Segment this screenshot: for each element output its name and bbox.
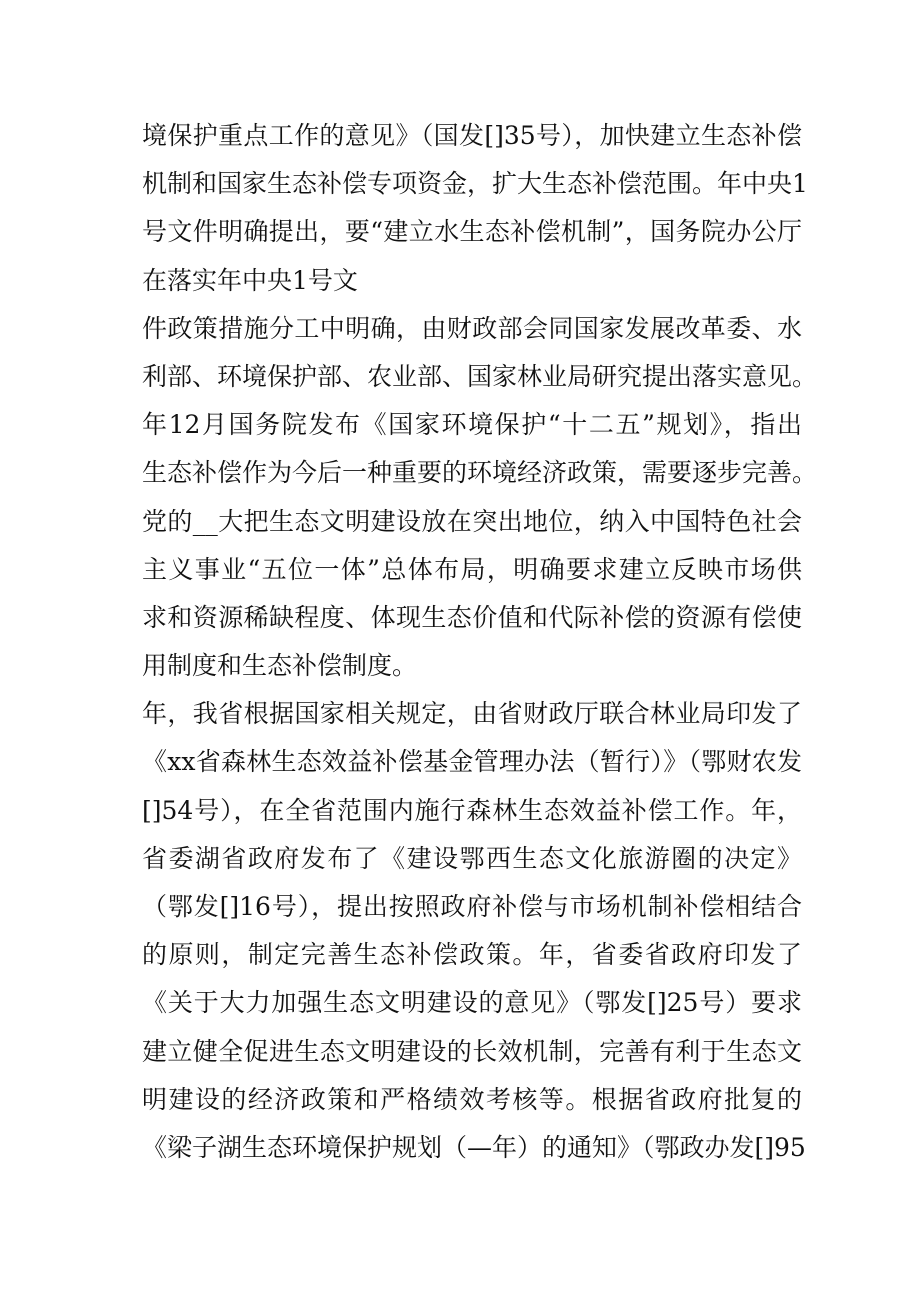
text-line-13: 年，我省根据国家相关规定，由省财政厅联合林业局印发了 bbox=[142, 699, 802, 729]
text-line-5: 件政策措施分工中明确，由财政部会同国家发展改革委、水 bbox=[142, 313, 802, 343]
text-line-2: 机制和国家生态补偿专项资金，扩大生态补偿范围。年中央1 bbox=[142, 169, 808, 199]
text-line-4: 在落实年中央1号文 bbox=[142, 265, 358, 295]
text-line-3: 号文件明确提出，要“建立水生态补偿机制”，国务院办公厅 bbox=[142, 217, 802, 247]
text-line-9: 党的__大把生态文明建设放在突出地位，纳入中国特色社会 bbox=[142, 506, 802, 536]
text-line-7: 年12月国务院发布《国家环境保护“十二五”规划》，指出 bbox=[142, 410, 802, 440]
text-line-1: 境保护重点工作的意见》（国发[]35号），加快建立生态补偿 bbox=[142, 121, 802, 150]
text-line-22: 《梁子湖生态环境保护规划（—年）的通知》（鄂政办发[]95 bbox=[142, 1132, 806, 1162]
text-line-12: 用制度和生态补偿制度。 bbox=[142, 651, 418, 681]
text-line-8: 生态补偿作为今后一种重要的环境经济政策，需要逐步完善。 bbox=[142, 458, 818, 488]
text-line-10: 主义事业“五位一体”总体布局，明确要求建立反映市场供 bbox=[142, 554, 802, 584]
text-line-18: 的原则，制定完善生态补偿政策。年，省委省政府印发了 bbox=[142, 940, 802, 970]
text-line-14: 《xx省森林生态效益补偿基金管理办法（暂行）》（鄂财农发 bbox=[142, 747, 802, 777]
text-line-11: 求和资源稀缺程度、体现生态价值和代际补偿的资源有偿使 bbox=[142, 602, 802, 632]
text-line-19: 《关于大力加强生态文明建设的意见》（鄂发[]25号）要求 bbox=[142, 988, 802, 1018]
body-text bbox=[142, 112, 818, 1172]
text-line-6: 利部、环境保护部、农业部、国家林业局研究提出落实意见。 bbox=[142, 361, 818, 391]
text-line-20: 建立健全促进生态文明建设的长效机制，完善有利于生态文 bbox=[142, 1036, 802, 1066]
text-line-16: 省委湖省政府发布了《建设鄂西生态文化旅游圈的决定》 bbox=[142, 843, 802, 873]
text-line-15: []54号），在全省范围内施行森林生态效益补偿工作。年， bbox=[142, 795, 802, 825]
text-line-21: 明建设的经济政策和严格绩效考核等。根据省政府批复的 bbox=[142, 1084, 802, 1114]
text-line-17: （鄂发[]16号），提出按照政府补偿与市场机制补偿相结合 bbox=[142, 892, 802, 921]
